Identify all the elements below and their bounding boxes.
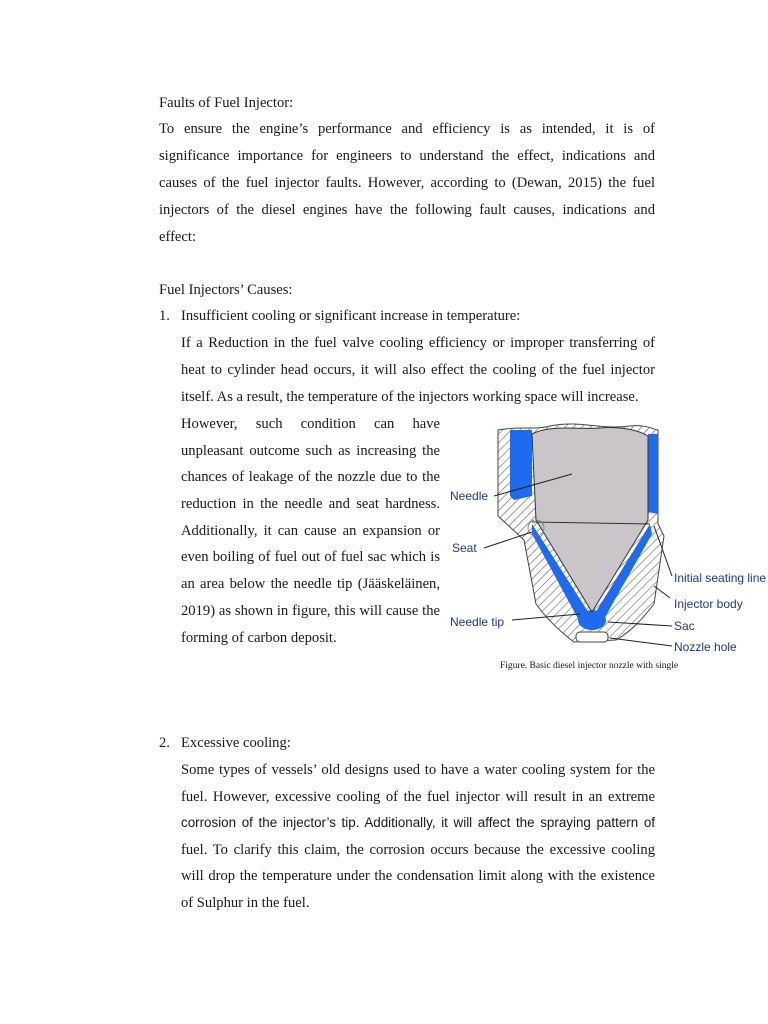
item1-narrow-8: 2019) as shown in figure, this will cause the [181, 603, 440, 619]
intro-line-2: significance importance for engineers to understand the effect, indications and [159, 148, 655, 164]
item1-narrow-5: Additionally, it can cause an expansion or [181, 523, 440, 539]
label-injector-body: Injector body [674, 597, 743, 611]
sac-fuel [578, 610, 606, 630]
fuel-passage-left [510, 430, 532, 500]
body-leader [654, 586, 670, 598]
intro-line-4: injectors of the diesel engines have the following fault causes, indications and [159, 202, 655, 218]
item1-line-2: heat to cylinder head occurs, it will also effect the cooling of the fuel injector [181, 362, 655, 378]
item2-line-1: Some types of vessels’ old designs used to have a water cooling system for the [181, 762, 655, 778]
item2-line-5: will drop the temperature under the condensation limit along with the existence [181, 868, 655, 884]
nozzle-hole-shape [576, 632, 608, 642]
label-nozzle-hole: Nozzle hole [674, 640, 737, 654]
intro-line-3: causes of the fuel injector faults. However, according to (Dewan, 2015) the fuel [159, 175, 655, 191]
label-needle: Needle [450, 489, 489, 503]
item1-line-1: If a Reduction in the fuel valve cooling efficiency or improper transferring of [181, 335, 655, 351]
figure-caption: Figure. Basic diesel injector nozzle with single [500, 661, 679, 671]
intro-line-1: To ensure the engine’s performance and efficiency is as intended, it is of [159, 121, 655, 137]
item2-title: Excessive cooling: [181, 735, 291, 751]
item1-title: Insufficient cooling or significant increase in temperature: [181, 308, 521, 324]
item1-narrow-4: reduction in the needle and seat hardness. [181, 496, 440, 512]
item2-line-3: corrosion of the injector’s tip. Additionally, it will affect the spraying pattern of [181, 815, 655, 830]
item1-narrow-6: even boiling of fuel out of fuel sac which is [181, 549, 440, 565]
label-seat: Seat [452, 541, 477, 555]
section-heading: Faults of Fuel Injector: [159, 95, 294, 111]
label-initial-seating: Initial seating line [674, 571, 767, 585]
item2-line-4: fuel. To clarify this claim, the corrosion occurs because the excessive cooling [181, 842, 655, 858]
intro-line-5: effect: [159, 229, 196, 245]
item2-line-6: of Sulphur in the fuel. [181, 895, 310, 911]
item1-narrow-2: unpleasant outcome such as increasing the [181, 443, 440, 459]
causes-heading: Fuel Injectors’ Causes: [159, 282, 293, 298]
item2-number: 2. [159, 735, 170, 751]
item1-narrow-1: However, such condition can have [181, 416, 440, 432]
item1-narrow-7: an area below the needle tip (Jääskeläinen, [181, 576, 440, 592]
label-sac: Sac [674, 619, 695, 633]
item1-number: 1. [159, 308, 170, 324]
item1-narrow-3: chances of leakage of the nozzle due to the [181, 469, 440, 485]
injector-nozzle-figure [440, 416, 768, 656]
item1-line-3: itself. As a result, the temperature of the injectors working space will increase. [181, 389, 639, 405]
nozzle-hole-leader [610, 638, 672, 646]
fuel-passage-right [648, 434, 658, 514]
item2-line-2: fuel. However, excessive cooling of the fuel injector will result in an extreme [181, 789, 655, 805]
label-needle-tip: Needle tip [450, 615, 505, 629]
item1-narrow-9: forming of carbon deposit. [181, 630, 337, 646]
